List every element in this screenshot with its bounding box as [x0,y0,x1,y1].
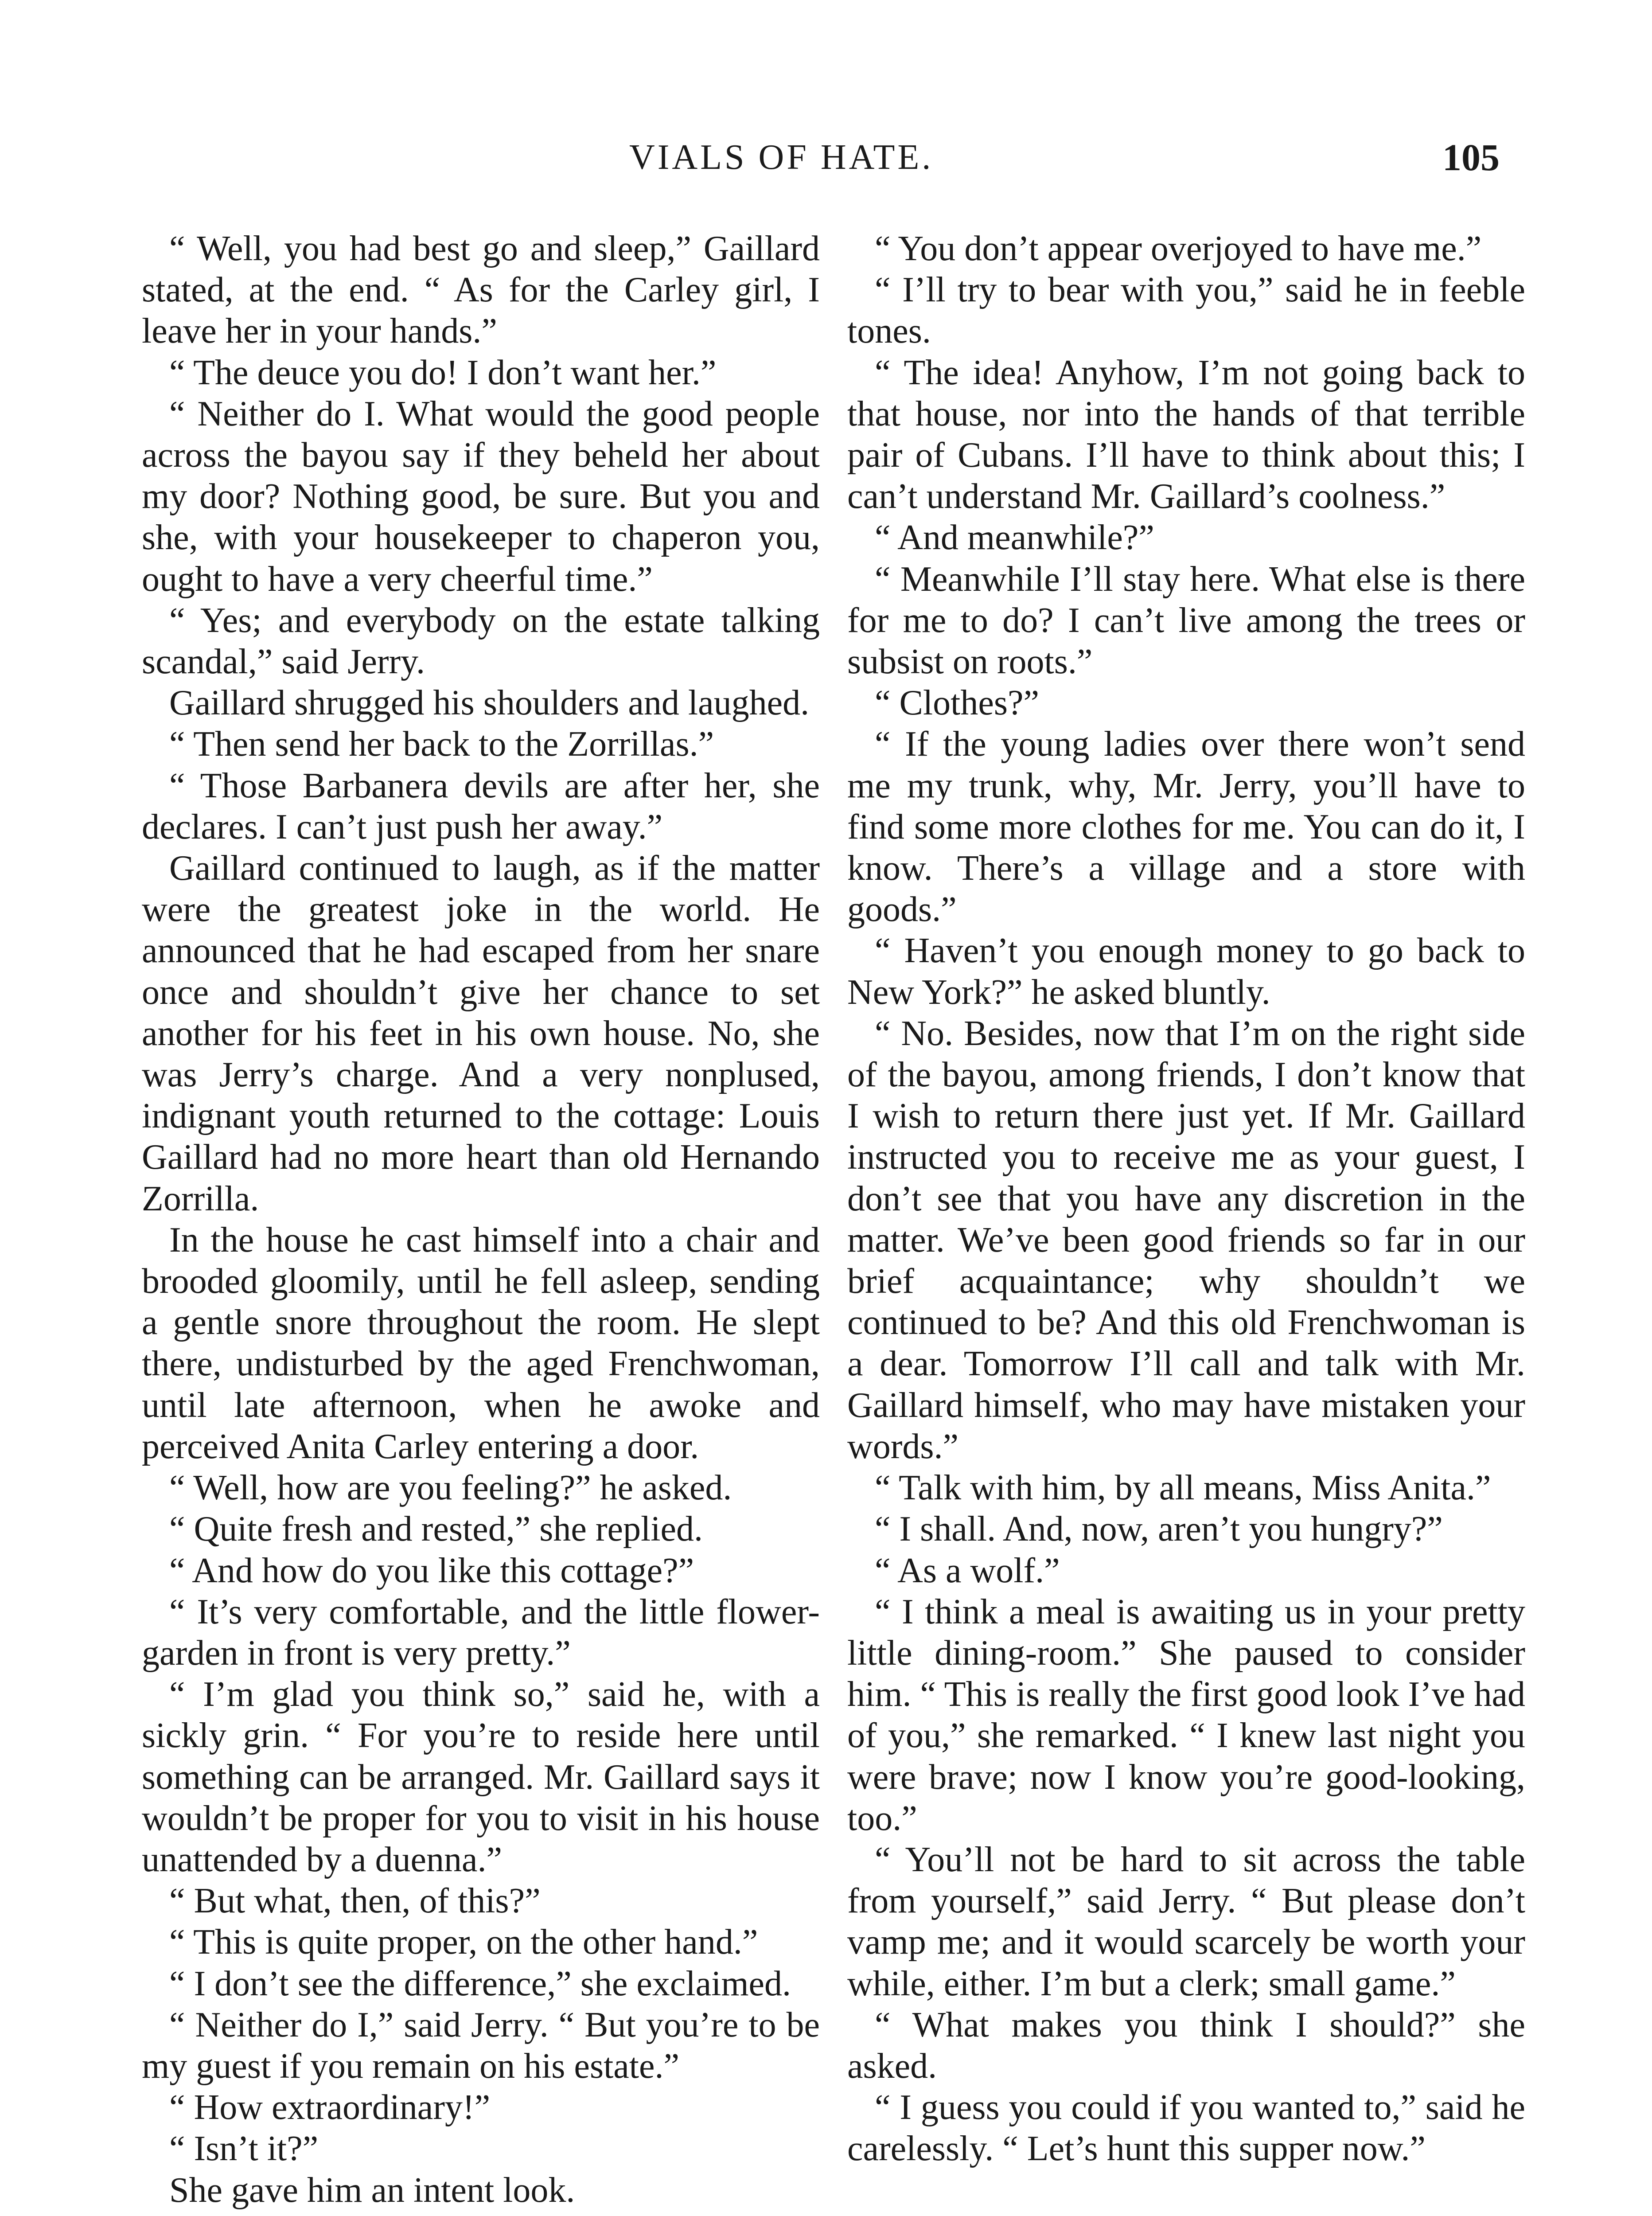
paragraph: “ And how do you like this cottage?” [169,1551,694,1590]
paragraph: “ As a wolf.” [875,1551,1060,1590]
paragraph: “ I don’t see the difference,” she exclaimed. [169,1964,791,2003]
paragraph: “ I shall. And, now, aren’t you hungry?” [875,1510,1443,1549]
paragraph: “ I’ll try to bear with you,” said he in feeble tones. [847,270,1525,351]
paragraph: “ If the young ladies over there won’t send me my trunk, why, Mr. Jerry, you’ll have to find some more clothes for me. You can do it, I know. There’s a village and a store with goods.” [847,725,1525,929]
paragraph: “ Meanwhile I’ll stay here. What else is there for me to do? I can’t live among the trees or subsist on roots.” [847,559,1525,682]
paragraph: Gaillard shrugged his shoulders and laughed. [169,683,810,723]
paragraph: “ Talk with him, by all means, Miss Anita.” [875,1468,1491,1508]
paragraph: “ The deuce you do! I don’t want her.” [169,353,717,392]
paragraph: “ Neither do I,” said Jerry. “ But you’re to be my guest if you remain on his estate.” [142,2005,820,2086]
paragraph: In the house he cast himself into a chair and brooded gloomily, until he fell asleep, sending a gentle snore throughout the room. He slept there, undisturbed by the aged Frenchwoman, until late afternoon, when he awoke and perceived Anita Carley entering a door. [142,1220,820,1466]
paragraph: Gaillard continued to laugh, as if the matter were the greatest joke in the world. He announced that he had escaped from her snare once and shouldn’t give her chance to set another for his feet in his own house. No, she was Jerry’s charge. And a very nonplused, indignant youth returned to the cottage: Louis Gaillard had no more heart than old Hernando Zorrilla. [142,849,820,1218]
paragraph: “ I think a meal is awaiting us in your pretty little dining-room.” She paused to consider him. “ This is really the first good look I’ve had of you,” she remarked. “ I knew last night you were brave; now I know you’re good-looking, too.” [847,1592,1525,1838]
paragraph: “ But what, then, of this?” [169,1881,541,1921]
paragraph: “ And meanwhile?” [875,518,1154,558]
paragraph: She gave him an intent look. [169,2170,575,2210]
running-title: VIALS OF HATE. [629,138,934,177]
paragraph: “ Those Barbanera devils are after her, she declares. I can’t just push her away.” [142,766,820,847]
paragraph: “ The idea! Anyhow, I’m not going back to that house, nor into the hands of that terrible pair of Cubans. I’ll have to think about this; I can’t understand Mr. Gaillard’s coolness.” [847,353,1525,516]
paragraph: “ Clothes?” [875,683,1039,723]
paragraph: “ Well, how are you feeling?” he asked. [169,1468,732,1508]
paragraph: “ Then send her back to the Zorrillas.” [169,725,714,764]
paragraph: “ It’s very comfortable, and the little flower-garden in front is very pretty.” [142,1592,820,1673]
page-number: 105 [1442,136,1500,179]
paragraph: “ You don’t appear overjoyed to have me.” [875,229,1482,268]
paragraph: “ I guess you could if you wanted to,” said he carelessly. “ Let’s hunt this supper now.” [847,2088,1525,2169]
paragraph: “ Yes; and everybody on the estate talking scandal,” said Jerry. [142,601,820,682]
paragraph: “ Quite fresh and rested,” she replied. [169,1510,703,1549]
paragraph: “ No. Besides, now that I’m on the right side of the bayou, among friends, I don’t know that I wish to return there just yet. If Mr. Gaillard instructed you to receive me as your guest, I don’t see that you have any discretion in the matter. We’ve been good friends so far in our brief acquaintance; why shouldn’t we continued to be? And this old Frenchwoman is a dear. Tomorrow I’ll call and talk with Mr. Gaillard himself, who may have mistaken your words.” [847,1014,1525,1466]
paragraph: “ Isn’t it?” [169,2129,319,2169]
paragraph: “ Neither do I. What would the good people across the bayou say if they beheld her about my door? Nothing good, be sure. But you and she, with your housekeeper to chaperon you, ought to have a very cheerful time.” [142,394,820,599]
paragraph: “ I’m glad you think so,” said he, with a sickly grin. “ For you’re to reside here until something can be arranged. Mr. Gaillard says it wouldn’t be proper for you to visit in his house unattended by a duenna.” [142,1675,820,1879]
paragraph: “ What makes you think I should?” she asked. [847,2005,1525,2086]
paragraph: “ Well, you had best go and sleep,” Gaillard stated, at the end. “ As for the Carley girl, I leave her in your hands.” [142,229,820,351]
paragraph: “ This is quite proper, on the other hand.” [169,1923,758,1962]
right-text-column [847,228,1525,2170]
paragraph: “ How extraordinary!” [169,2088,491,2127]
paragraph: “ You’ll not be hard to sit across the table from yourself,” said Jerry. “ But please don’t vamp me; and it would scarcely be worth your while, either. I’m but a clerk; small game.” [847,1840,1525,2003]
left-text-column [142,228,820,2211]
paragraph: “ Haven’t you enough money to go back to New York?” he asked bluntly. [847,931,1525,1012]
